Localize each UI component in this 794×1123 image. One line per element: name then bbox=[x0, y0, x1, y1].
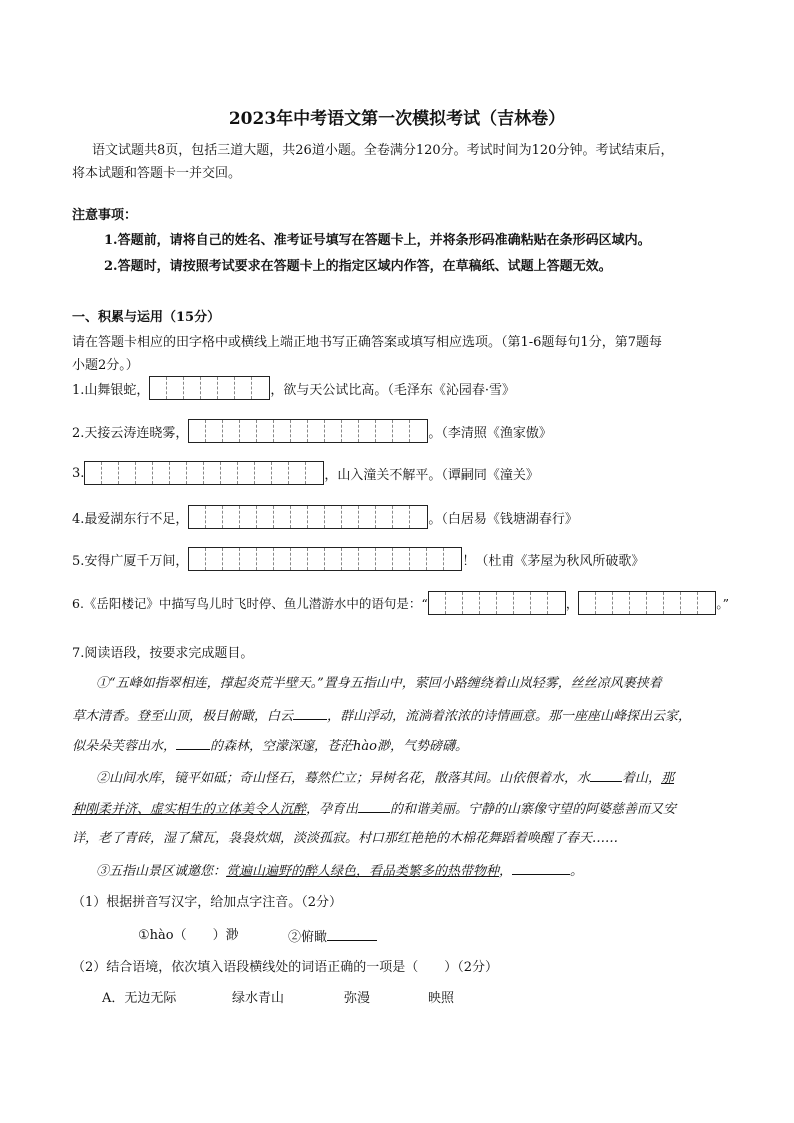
grid-cell[interactable] bbox=[359, 506, 376, 528]
q7-p2-text: ②山间水库，镜平如砥；奇山怪石，蓦然伫立；异树名花，散落其间。山依偎着水，水 bbox=[96, 771, 591, 786]
grid-cell[interactable] bbox=[342, 506, 359, 528]
grid-cell[interactable] bbox=[480, 592, 497, 614]
q6-comma: ， bbox=[565, 596, 579, 611]
grid-cell[interactable] bbox=[444, 548, 461, 570]
q7-sub-1b bbox=[288, 928, 377, 946]
q7-p2-text: 着山， bbox=[622, 771, 662, 786]
grid-cell[interactable] bbox=[153, 462, 170, 484]
grid-cell[interactable] bbox=[274, 420, 291, 442]
grid-cell[interactable] bbox=[257, 548, 274, 570]
grid-cell[interactable] bbox=[238, 462, 255, 484]
grid-cell[interactable] bbox=[206, 506, 223, 528]
grid-cell[interactable] bbox=[240, 420, 257, 442]
q7-sub-1b-label: ②俯瞰 bbox=[288, 930, 328, 945]
grid-cell[interactable] bbox=[272, 462, 289, 484]
grid-cell[interactable] bbox=[189, 506, 206, 528]
grid-cell[interactable] bbox=[681, 592, 698, 614]
grid-cell[interactable] bbox=[206, 420, 223, 442]
grid-cell[interactable] bbox=[393, 548, 410, 570]
grid-cell[interactable] bbox=[427, 548, 444, 570]
grid-cell[interactable] bbox=[410, 548, 427, 570]
grid-cell[interactable] bbox=[359, 548, 376, 570]
notice-heading: 注意事项： bbox=[72, 208, 138, 223]
grid-cell[interactable] bbox=[393, 506, 410, 528]
notice-item-1: 1.答题前，请将自己的姓名、准考证号填写在答题卡上，并将条形码准确粘贴在条形码区域内。 bbox=[104, 233, 651, 248]
q7-para-3 bbox=[96, 862, 583, 880]
section-heading: 一、积累与运用（15分） bbox=[72, 310, 221, 325]
q6-answer-grid-1[interactable] bbox=[428, 591, 566, 615]
q7-p1-text: 草木清香。登至山顶，极目俯瞰，白云 bbox=[72, 709, 294, 724]
grid-cell[interactable] bbox=[446, 592, 463, 614]
grid-cell[interactable] bbox=[342, 420, 359, 442]
q3-prefix: 3. bbox=[72, 465, 85, 481]
q1-answer-grid[interactable] bbox=[149, 376, 270, 400]
q3-suffix: ，山入潼关不解平。（谭嗣同《潼关》 bbox=[324, 467, 539, 483]
q7-underlined-sentence: 种刚柔并济、虚实相生的立体美令人沉醉 bbox=[72, 802, 307, 817]
q7-option-a-2: 绿水青山 bbox=[232, 991, 285, 1006]
q7-heading: 7.阅读语段，按要求完成题目。 bbox=[72, 646, 254, 661]
grid-cell[interactable] bbox=[376, 420, 393, 442]
q7-blank-1[interactable] bbox=[293, 707, 327, 720]
grid-cell[interactable] bbox=[223, 506, 240, 528]
grid-cell[interactable] bbox=[189, 548, 206, 570]
grid-cell[interactable] bbox=[376, 548, 393, 570]
q7-blank-3[interactable] bbox=[590, 769, 622, 782]
grid-cell[interactable] bbox=[325, 548, 342, 570]
grid-cell[interactable] bbox=[291, 420, 308, 442]
question-6 bbox=[72, 591, 729, 615]
grid-cell[interactable] bbox=[342, 548, 359, 570]
grid-cell[interactable] bbox=[85, 462, 102, 484]
grid-cell[interactable] bbox=[308, 548, 325, 570]
grid-cell[interactable] bbox=[579, 592, 596, 614]
grid-cell[interactable] bbox=[308, 420, 325, 442]
grid-cell[interactable] bbox=[514, 592, 531, 614]
grid-cell[interactable] bbox=[206, 548, 223, 570]
q7-underlined-sentence: 那 bbox=[661, 771, 675, 786]
grid-cell[interactable] bbox=[630, 592, 647, 614]
q7-para-1-line-1: ①“五峰如指翠相连，撑起炎荒半壁天。”置身五指山中，萦回小路缠绕着山岚轻雾，丝丝凉风裹挟着 bbox=[96, 676, 662, 691]
q7-p2-text: 的和谐美丽。宁静的山寨像守望的阿婆慈善而又安 bbox=[390, 802, 677, 817]
q7-sub-1b-blank[interactable] bbox=[327, 928, 377, 941]
q6-suffix: 。” bbox=[716, 596, 729, 611]
grid-cell[interactable] bbox=[325, 420, 342, 442]
grid-cell[interactable] bbox=[136, 462, 153, 484]
grid-cell[interactable] bbox=[119, 462, 136, 484]
grid-cell[interactable] bbox=[274, 548, 291, 570]
q7-sub-2: （2）结合语境，依次填入语段横线处的词语正确的一项是（ ）（2分） bbox=[72, 960, 499, 975]
grid-cell[interactable] bbox=[221, 462, 238, 484]
q7-para-1-line-3 bbox=[72, 737, 468, 755]
q1-suffix: ，欲与天公试比高。（毛泽东《沁园春·雪》 bbox=[270, 382, 516, 398]
grid-cell[interactable] bbox=[548, 592, 565, 614]
section-instruction-2: 小题2分。） bbox=[72, 358, 139, 373]
q7-underlined-phrase: 赏遍山遍野的醉人绿色，看品类繁多的热带物种 bbox=[226, 864, 500, 879]
q7-para-2-line-3: 详，老了青砖，湿了黛瓦，袅袅炊烟，淡淡孤寂。村口那红艳艳的木棉花舞蹈着唤醒了春天…… bbox=[72, 831, 619, 846]
grid-cell[interactable] bbox=[255, 462, 272, 484]
q7-p1-text: ，群山浮动，流淌着浓浓的诗情画意。那一座座山峰探出云家， bbox=[327, 709, 692, 724]
q7-option-a-1[interactable]: A．无边无际 bbox=[102, 991, 177, 1006]
question-2 bbox=[72, 419, 552, 443]
q7-sub-1: （1）根据拼音写汉字，给加点字注音。（2分） bbox=[72, 895, 343, 910]
q4-prefix: 4.最爱湖东行不足， bbox=[72, 511, 189, 527]
q5-suffix: ！（杜甫《茅屋为秋风所破歌》 bbox=[462, 553, 645, 569]
grid-cell[interactable] bbox=[359, 420, 376, 442]
grid-cell[interactable] bbox=[410, 420, 427, 442]
grid-cell[interactable] bbox=[201, 377, 218, 399]
grid-cell[interactable] bbox=[274, 506, 291, 528]
grid-cell[interactable] bbox=[240, 548, 257, 570]
grid-cell[interactable] bbox=[257, 420, 274, 442]
grid-cell[interactable] bbox=[410, 506, 427, 528]
q3-answer-grid[interactable] bbox=[84, 461, 324, 485]
grid-cell[interactable] bbox=[257, 506, 274, 528]
q1-prefix: 1.山舞银蛇， bbox=[72, 382, 150, 398]
q7-blank-5[interactable] bbox=[512, 862, 570, 875]
grid-cell[interactable] bbox=[306, 462, 323, 484]
grid-cell[interactable] bbox=[291, 548, 308, 570]
grid-cell[interactable] bbox=[240, 506, 257, 528]
q7-p2-text: ，孕育出 bbox=[306, 802, 359, 817]
grid-cell[interactable] bbox=[150, 377, 167, 399]
grid-cell[interactable] bbox=[393, 420, 410, 442]
q7-option-a-4: 映照 bbox=[428, 991, 455, 1006]
grid-cell[interactable] bbox=[497, 592, 514, 614]
q4-answer-grid[interactable] bbox=[188, 505, 428, 529]
q2-answer-grid[interactable] bbox=[188, 419, 428, 443]
question-3 bbox=[72, 461, 539, 485]
grid-cell[interactable] bbox=[531, 592, 548, 614]
grid-cell[interactable] bbox=[308, 506, 325, 528]
grid-cell[interactable] bbox=[170, 462, 187, 484]
grid-cell[interactable] bbox=[291, 506, 308, 528]
q7-p3-text: ③五指山景区诚邀您： bbox=[96, 864, 227, 879]
q5-answer-grid[interactable] bbox=[188, 547, 462, 571]
question-4 bbox=[72, 505, 578, 529]
grid-cell[interactable] bbox=[102, 462, 119, 484]
q6-answer-grid-2[interactable] bbox=[578, 591, 716, 615]
q7-p3-text: ， bbox=[499, 864, 513, 879]
grid-cell[interactable] bbox=[596, 592, 613, 614]
section-instruction-1: 请在答题卡相应的田字格中或横线上端正地书写正确答案或填写相应选项。（第1-6题每句1分，第7题每 bbox=[72, 335, 662, 350]
grid-cell[interactable] bbox=[167, 377, 184, 399]
grid-cell[interactable] bbox=[463, 592, 480, 614]
page-title: 2023年中考语文第一次模拟考试（吉林卷） bbox=[228, 109, 566, 129]
grid-cell[interactable] bbox=[664, 592, 681, 614]
q5-prefix: 5.安得广厦千万间， bbox=[72, 553, 189, 569]
q7-sub-1a: ①hào（ ）渺 bbox=[138, 928, 239, 943]
grid-cell[interactable] bbox=[613, 592, 630, 614]
notice-item-2: 2.答题时，请按照考试要求在答题卡上的指定区域内作答，在草稿纸、试题上答题无效。 bbox=[104, 259, 612, 274]
grid-cell[interactable] bbox=[325, 506, 342, 528]
q7-para-2-line-2 bbox=[72, 800, 676, 818]
grid-cell[interactable] bbox=[698, 592, 715, 614]
grid-cell[interactable] bbox=[235, 377, 252, 399]
grid-cell[interactable] bbox=[376, 506, 393, 528]
grid-cell[interactable] bbox=[218, 377, 235, 399]
grid-cell[interactable] bbox=[647, 592, 664, 614]
q7-para-2-line-1 bbox=[96, 769, 674, 787]
q7-p1-text: 似朵朵芙蓉出水， bbox=[72, 739, 177, 754]
q6-prefix: 6.《岳阳楼记》中描写鸟儿时飞时停、鱼儿潜游水中的语句是：“ bbox=[72, 596, 428, 611]
q7-para-1-line-2 bbox=[72, 707, 691, 725]
grid-cell[interactable] bbox=[184, 377, 201, 399]
intro-line-2: 将本试题和答题卡一并交回。 bbox=[72, 166, 242, 181]
q7-option-a-3: 弥漫 bbox=[344, 991, 371, 1006]
grid-cell[interactable] bbox=[223, 420, 240, 442]
intro-line-1: 语文试题共8页，包括三道大题，共26道小题。全卷满分120分。考试时间为120分钟。考试结束后， bbox=[92, 143, 674, 158]
question-5 bbox=[72, 547, 644, 571]
grid-cell[interactable] bbox=[204, 462, 221, 484]
q2-prefix: 2.天接云涛连晓雾， bbox=[72, 425, 189, 441]
q2-suffix: 。（李清照《渔家傲》 bbox=[428, 425, 552, 441]
question-1 bbox=[72, 376, 515, 400]
grid-cell[interactable] bbox=[429, 592, 446, 614]
q7-p3-text: 。 bbox=[570, 864, 584, 879]
grid-cell[interactable] bbox=[289, 462, 306, 484]
grid-cell[interactable] bbox=[252, 377, 269, 399]
grid-cell[interactable] bbox=[189, 420, 206, 442]
grid-cell[interactable] bbox=[223, 548, 240, 570]
q7-blank-2[interactable] bbox=[176, 737, 210, 750]
q4-suffix: 。（白居易《钱塘湖春行》 bbox=[428, 511, 578, 527]
q7-blank-4[interactable] bbox=[358, 800, 390, 813]
grid-cell[interactable] bbox=[187, 462, 204, 484]
q7-p1-text: 的森林，空濛深邃，苍茫hào渺，气势磅礴。 bbox=[210, 739, 468, 754]
